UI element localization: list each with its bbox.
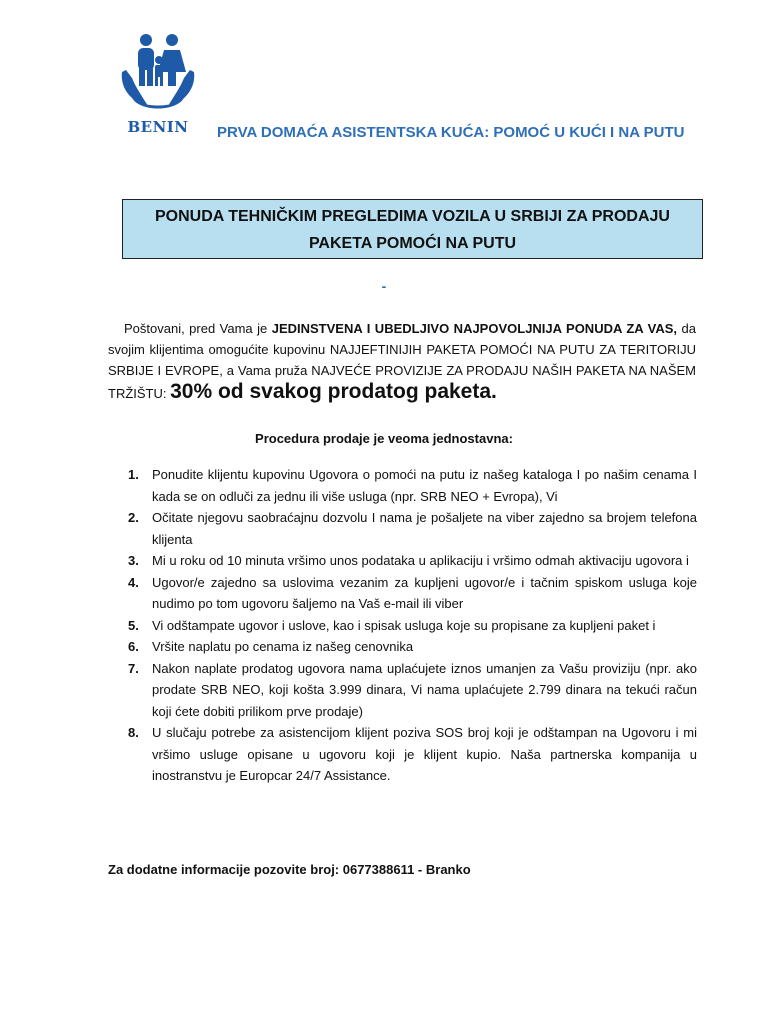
- benin-logo: [118, 32, 198, 138]
- intro-paragraph: [108, 318, 696, 404]
- step-number: 6.: [128, 639, 139, 654]
- contact-info: Za dodatne informacije pozovite broj: 0677388611 - Branko: [108, 862, 471, 877]
- step-number: 5.: [128, 617, 139, 633]
- step-text: Mi u roku od 10 minuta vršimo unos podataka u aplikaciju i vršimo odmah aktivaciju ugovora i: [152, 553, 689, 568]
- intro-text-2: da svojim klijentima omogućite kupovinu NAJJEFTINIJIH PAKETA POMOĆI NA PUTU ZA TERITORIJU SRBIJE I EVROPE, a Vama pruža NAJVEĆE PROVIZIJE ZA PRODAJU NAŠIH PAKETA NA NAŠEM TRŽIŠTU:: [108, 321, 696, 401]
- list-item: [108, 507, 697, 550]
- list-item: [108, 658, 697, 723]
- intro-bold: JEDINSTVENA I UBEDLJIVO NAJPOVOLJNIJA PONUDA ZA VAS,: [271, 321, 678, 336]
- list-item: [108, 550, 697, 572]
- step-text: Očitate njegovu saobraćajnu dozvolu I nama je pošaljete na viber zajedno sa brojem telefona klijenta: [152, 510, 697, 547]
- procedure-heading: Procedura prodaje je veoma jednostavna:: [255, 431, 513, 446]
- step-number: 4.: [128, 574, 139, 590]
- intro-text-1: Poštovani, pred Vama je: [124, 321, 272, 336]
- list-item: [108, 572, 697, 615]
- title-line-1: PONUDA TEHNIČKIM PREGLEDIMA VOZILA U SRBIJI ZA PRODAJU: [155, 208, 670, 225]
- step-text: Vršite naplatu po cenama iz našeg cenovnika: [152, 639, 414, 654]
- step-number: 8.: [128, 725, 139, 740]
- title-line-2: PAKETA POMOĆI NA PUTU: [308, 235, 517, 252]
- step-text: Vi odštampate ugovor i uslove, kao i spisak usluga koje su propisane za kupljeni paket i: [152, 617, 656, 633]
- tagline: PRVA DOMAĆA ASISTENTSKA KUĆA: POMOĆ U KUĆI I NA PUTU: [217, 124, 685, 141]
- list-item: [108, 464, 697, 507]
- step-number: 3.: [128, 553, 139, 568]
- step-number: 2.: [128, 510, 139, 525]
- step-number: 7.: [128, 660, 139, 676]
- family-hands-icon: [118, 32, 198, 118]
- step-number: 1.: [128, 467, 139, 482]
- step-text: Ugovor/e zajedno sa uslovima vezanim za kupljeni ugovor/e i tačnim spiskom usluga koje nudimo po tom ugovoru šaljemo na Vaš e-mail ili viber: [152, 574, 697, 611]
- title-box: [122, 199, 703, 259]
- list-item: [108, 615, 697, 637]
- step-text: Ponudite klijentu kupovinu Ugovora o pomoći na putu iz našeg kataloga I po našim cenama I kada se on odluči za jednu ili više usluga (npr. SRB NEO + Evropa), Vi: [152, 467, 697, 504]
- separator-dash: -: [381, 278, 387, 294]
- steps-list: [108, 464, 697, 787]
- step-text: U slučaju potrebe za asistencijom klijent poziva SOS broj koji je odštampan na Ugovoru i mi vršimo usluge opisane u ugovoru koji je klijent kupio. Naša partnerska kompanija u inostranstvu je Europcar 24/7 Assistance.: [152, 725, 697, 783]
- list-item: [108, 636, 697, 658]
- logo-text: BENIN: [127, 118, 189, 136]
- step-text: Nakon naplate prodatog ugovora nama uplaćujete iznos umanjen za Vašu proviziju (npr. ako prodate SRB NEO, koji košta 3.999 dinara, Vi nama uplaćujete 2.799 dinara na tekući račun koji ćete dobiti prilikom prve prodaje): [152, 660, 697, 719]
- commission-highlight: 30% od svakog prodatog paketa.: [170, 380, 497, 403]
- list-item: [108, 722, 697, 787]
